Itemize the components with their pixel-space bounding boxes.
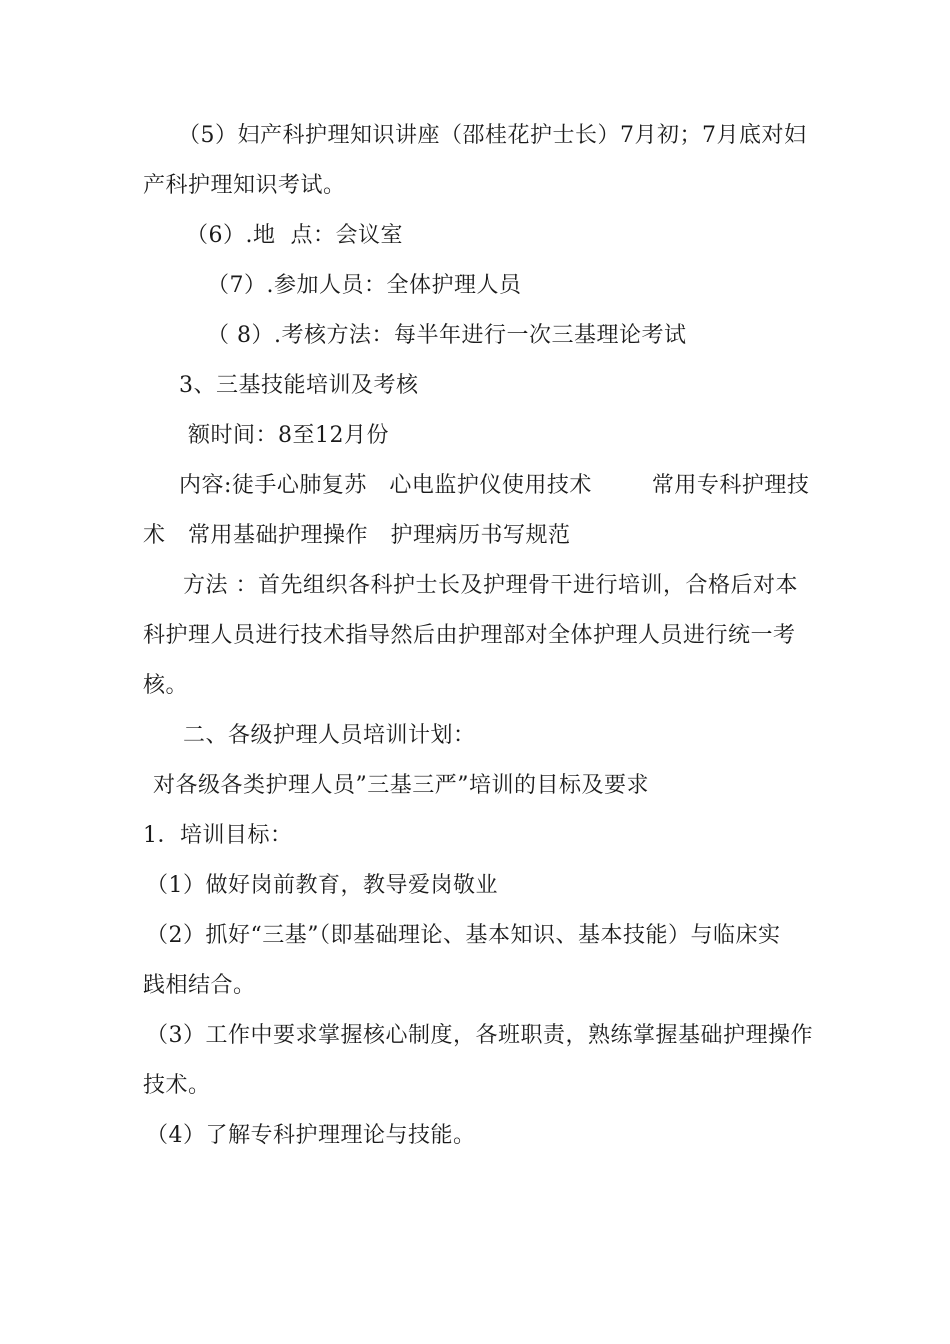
text-line-goal4: （4）了解专科护理理论与技能。 <box>146 1123 476 1148</box>
text-line-goals-intro: 对各级各类护理人员”三基三严”培训的目标及要求 <box>153 773 649 798</box>
text-line-content-part1: 内容:徒手心肺复苏 心电监护仪使用技术 常用专科护理技 <box>179 473 810 498</box>
section-heading-skills-training: 3、三基技能培训及考核 <box>179 373 419 398</box>
text-line-item5-part2: 产科护理知识考试。 <box>143 173 346 198</box>
text-line-goal3-part1: （3）工作中要求掌握核心制度，各班职责，熟练掌握基础护理操作 <box>146 1023 813 1048</box>
text-line-item5-part1: （5）妇产科护理知识讲座（邵桂花护士长）7月初；7月底对妇 <box>178 123 807 148</box>
section-heading-training-plan: 二、各级护理人员培训计划： <box>183 723 476 748</box>
text-line-item6-location: （6）.地 点：会议室 <box>186 223 403 248</box>
text-line-item8-assessment: （ 8）.考核方法：每半年进行一次三基理论考试 <box>207 323 687 348</box>
text-line-method-part2: 科护理人员进行技术指导然后由护理部对全体护理人员进行统一考 <box>143 623 796 648</box>
text-line-item7-participants: （7）.参加人员：全体护理人员 <box>207 273 522 298</box>
text-line-goal2-part2: 践相结合。 <box>143 973 256 998</box>
subheading-training-goals: 1．培训目标： <box>143 823 293 848</box>
text-line-method-part1: 方法 ：首先组织各科护士长及护理骨干进行培训，合格后对本 <box>183 573 798 598</box>
text-line-content-part2: 术 常用基础护理操作 护理病历书写规范 <box>143 523 571 548</box>
text-line-time: 额时间：8至12月份 <box>188 423 389 448</box>
text-line-goal1: （1）做好岗前教育，教导爱岗敬业 <box>146 873 498 898</box>
text-line-goal2-part1: （2）抓好“三基”（即基础理论、基本知识、基本技能）与临床实 <box>146 923 781 948</box>
text-line-goal3-part2: 技术。 <box>143 1073 211 1098</box>
text-line-method-part3: 核。 <box>143 673 189 698</box>
